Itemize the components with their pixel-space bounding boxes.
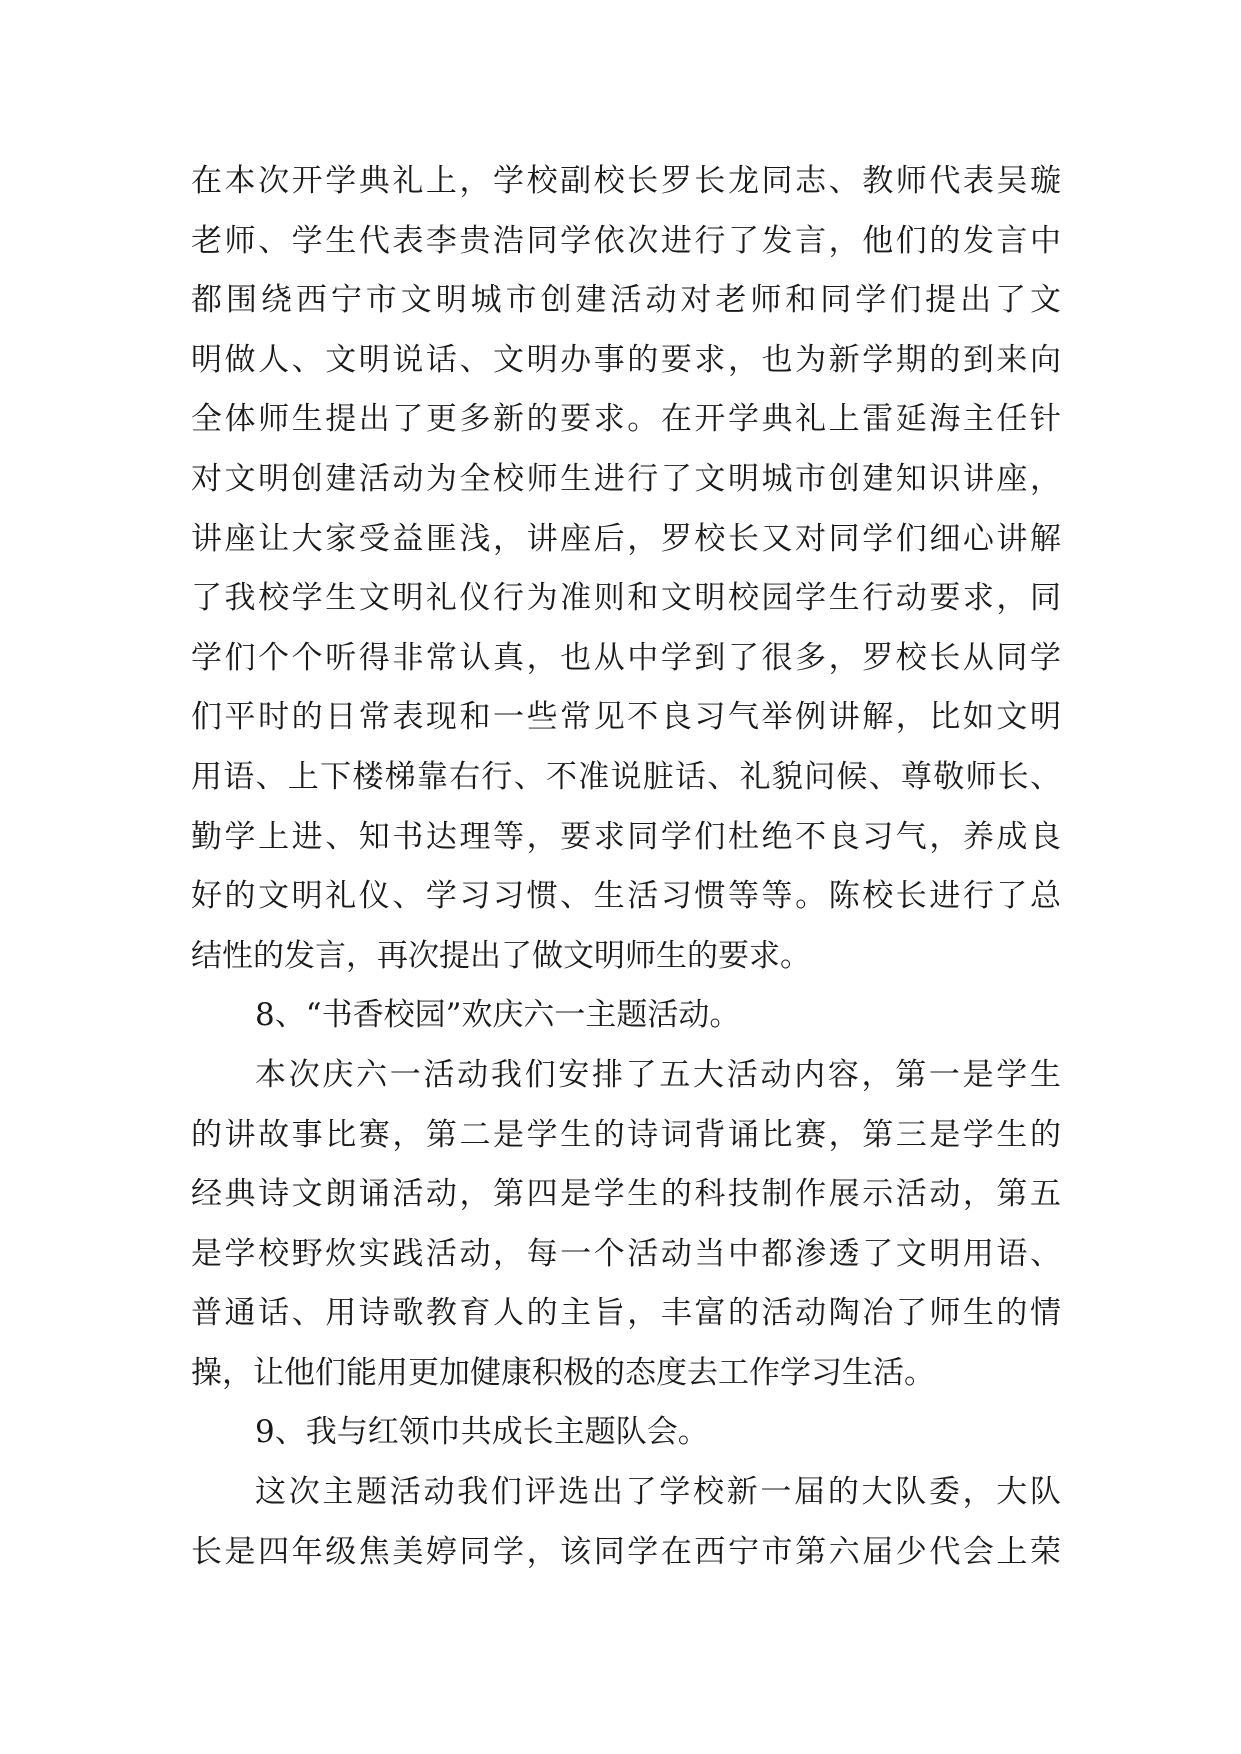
text-line: 了我校学生文明礼仪行为准则和文明校园学生行动要求，同 <box>191 580 1061 617</box>
text-line: 明做人、文明说话、文明办事的要求，也为新学期的到来向 <box>191 341 1061 378</box>
text-line: 在本次开学典礼上，学校副校长罗长龙同志、教师代表吴璇 <box>191 163 1061 199</box>
text-line: 勤学上进、知书达理等，要求同学们杜绝不良习气，养成良 <box>191 818 1061 855</box>
text-line: 长是四年级焦美婷同学，该同学在西宁市第六届少代会上荣 <box>191 1533 1061 1570</box>
text-line: 是学校野炊实践活动，每一个活动当中都渗透了文明用语、 <box>191 1235 1061 1272</box>
text-line: 的讲故事比赛，第二是学生的诗词背诵比赛，第三是学生的 <box>191 1116 1061 1153</box>
text-line: 都围绕西宁市文明城市创建活动对老师和同学们提出了文 <box>191 282 1061 319</box>
text-line: 普通话、用诗歌教育人的主旨，丰富的活动陶冶了师生的情 <box>191 1295 1061 1332</box>
text-line: 用语、上下楼梯靠右行、不准说脏话、礼貌问候、尊敬师长、 <box>191 758 1061 795</box>
text-line: 学们个个听得非常认真，也从中学到了很多，罗校长从同学 <box>191 639 1061 676</box>
document-body <box>191 152 1061 1582</box>
text-line: 经典诗文朗诵活动，第四是学生的科技制作展示活动，第五 <box>191 1176 1061 1213</box>
text-line: 对文明创建活动为全校师生进行了文明城市创建知识讲座， <box>191 460 1061 497</box>
text-line: 这次主题活动我们评选出了学校新一届的大队委，大队 <box>255 1474 1061 1511</box>
text-line: 讲座让大家受益匪浅，讲座后，罗校长又对同学们细心讲解 <box>191 520 1061 557</box>
text-line: 本次庆六一活动我们安排了五大活动内容，第一是学生 <box>255 1056 1061 1093</box>
text-line: 全体师生提出了更多新的要求。在开学典礼上雷延海主任针 <box>191 401 1061 438</box>
text-line: 们平时的日常表现和一些常见不良习气举例讲解，比如文明 <box>191 699 1061 736</box>
text-line: 8、“书香校园”欢庆六一主题活动。 <box>255 997 741 1034</box>
text-line: 好的文明礼仪、学习习惯、生活习惯等等。陈校长进行了总 <box>191 878 1061 915</box>
text-line: 操，让他们能用更加健康积极的态度去工作学习生活。 <box>191 1354 935 1391</box>
text-line: 老师、学生代表李贵浩同学依次进行了发言，他们的发言中 <box>191 222 1061 259</box>
text-line: 结性的发言，再次提出了做文明师生的要求。 <box>191 937 811 974</box>
text-line: 9、我与红领巾共成长主题队会。 <box>255 1414 709 1451</box>
